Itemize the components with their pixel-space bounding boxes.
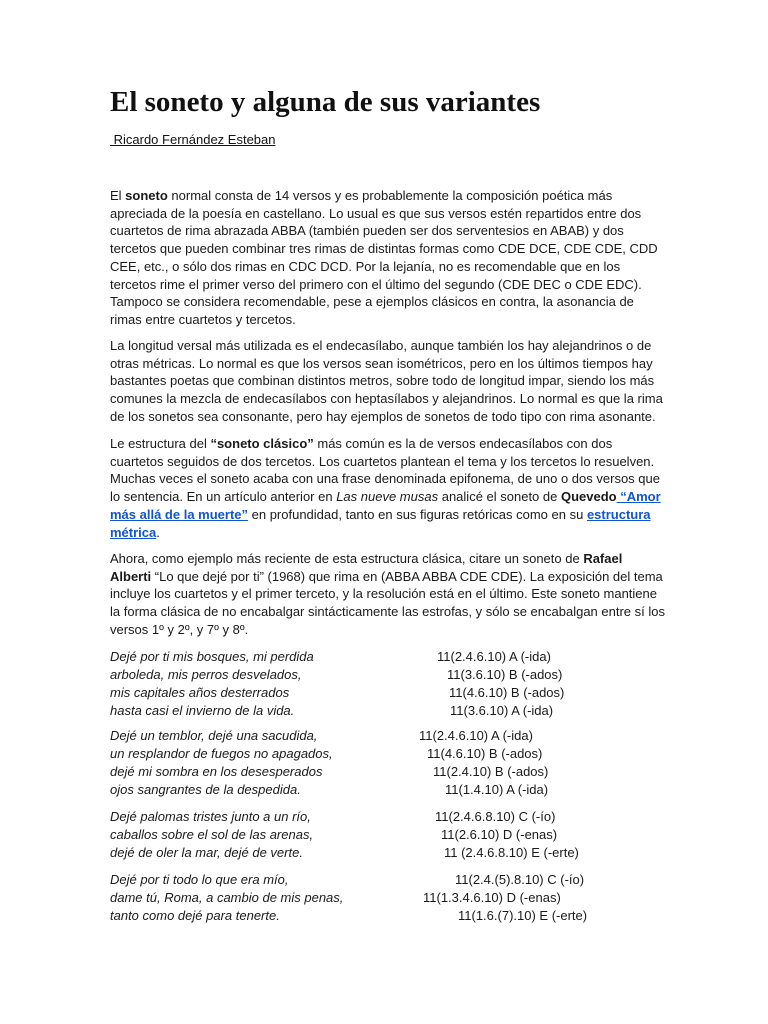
paragraph-structure (110, 435, 665, 541)
poem-stanza-3 (110, 808, 670, 862)
verse-text: Dejé por ti mis bosques, mi perdida (110, 649, 314, 664)
verse-text: hasta casi el invierno de la vida. (110, 702, 295, 718)
p4-text-1: Ahora, como ejemplo más reciente de esta estructura clásica, citare un soneto de (110, 551, 584, 566)
estructura-metrica-link[interactable]: estructura métrica (110, 506, 651, 540)
paragraph-metrics: La longitud versal más utilizada es el endecasílabo, aunque también los hay alejandrinos o de otras métricas. Lo normal es que los versos sean isométricos, pero en los últimos tiempos hay bastantes poetas que combinan distintos metros, sobre todo de longitud impar, siendo los más comunes la mezcla de endecasílabos con heptasílabos y alejandrinos. Lo normal es que la rima de los sonetos sea consonante, pero hay ejemplos de sonetos de todo tipo con rima asonante. (110, 338, 663, 424)
poem-line (110, 871, 670, 889)
verse-meter: 11(1.3.4.6.10) D (-enas) (423, 889, 561, 905)
p3-text-4: en profundidad, tanto en sus figuras retóricas como en su (248, 506, 587, 522)
verse-text: dame tú, Roma, a cambio de mis penas, (110, 889, 344, 905)
verse-text: arboleda, mis perros desvelados, (110, 666, 302, 682)
poem-line (110, 889, 670, 907)
paragraph-alberti (110, 550, 665, 639)
p1-text-2: normal consta de 14 versos y es probablemente la composición poética más apreciada de la poesía en castellano. Lo usual es que sus versos estén repartidos entre dos cuartetos de rima abrazada ABBA (también pueden ser dos serventesios en ABAB) y dos tercetos que pueden combinar tres rimas de distintas formas como CDE DCE, CDE CDE, CDD CEE, etc., o sólo dos rimas en CDC DCD. Por la lejanía, no es recomendable que en los tercetos rime el primer verso del primero con el último del segundo (CDE DEC o CDE EDC). Tampoco se considera recomendable, pese a ejemplos clásicos en contra, la asonancia de rimas entre cuartetos y tercetos. (110, 188, 658, 327)
poem-stanza-1 (110, 648, 670, 720)
verse-text: ojos sangrantes de la despedida. (110, 781, 301, 797)
poem-stanza-4 (110, 871, 670, 925)
p3-text-2: más común es la de versos endecasílabos con dos cuartetos seguidos de dos tercetos. Los cuartetos plantean el tema y los tercetos lo resuelven. Muchas veces el soneto acaba con una frase denominada epifonema, de uno o dos versos que lo sentencia. En un artículo anterior en (110, 436, 660, 505)
p3-text-5: . (156, 524, 160, 540)
poem-line (110, 781, 670, 799)
poem-line (110, 844, 670, 862)
paragraph-intro (110, 187, 665, 329)
verse-meter: 11(2.6.10) D (-enas) (441, 826, 558, 842)
verse-meter: 11(4.6.10) B (-ados) (449, 684, 565, 700)
verse-text: mis capitales años desterrados (110, 684, 290, 700)
verse-text: tanto como dejé para tenerte. (110, 907, 280, 923)
verse-meter: 11(4.6.10) B (-ados) (427, 745, 543, 761)
p3-text-1: Le estructura del (110, 436, 211, 451)
verse-meter: 11(2.4.6.10) A (-ida) (419, 728, 533, 743)
verse-meter: 11(3.6.10) A (-ida) (450, 702, 554, 718)
poem-line (110, 808, 670, 826)
verse-meter: 11(1.4.10) A (-ida) (445, 781, 549, 797)
verse-text: Dejé un temblor, dejé una sacudida, (110, 728, 318, 743)
poem-line (110, 727, 670, 745)
verse-text: dejé de oler la mar, dejé de verte. (110, 844, 303, 860)
poem-line (110, 648, 670, 666)
verse-meter: 11(1.6.(7).10) E (-erte) (458, 907, 588, 923)
p3-bold-quevedo: Quevedo (560, 489, 617, 505)
p1-text-1: El (110, 188, 126, 203)
article-title: El soneto y alguna de sus variantes (110, 86, 541, 118)
poem-line (110, 702, 670, 720)
p3-text-3: analicé el soneto de (438, 489, 561, 505)
p4-text-2: “Lo que dejé por ti” (1968) que rima en (ABBA ABBA CDE CDE). La exposición del tema incluye los cuartetos y el primer terceto, y la resolución está en el último. Este soneto mantiene la forma clásica de no encabalgar sintácticamente las estrofas, y sólo se encabalgan entre sí los versos 1º y 2º, y 7º y 8º. (110, 568, 665, 637)
poem-line (110, 745, 670, 763)
p1-bold-soneto: soneto (125, 188, 168, 203)
verse-text: Dejé por ti todo lo que era mío, (110, 872, 289, 887)
verse-text: dejé mi sombra en los desesperados (110, 763, 323, 779)
verse-text: Dejé palomas tristes junto a un río, (110, 809, 311, 824)
p3-italic-nueve-musas: Las nueve musas (336, 489, 439, 505)
poem-line (110, 666, 670, 684)
verse-meter: 11(2.4.10) B (-ados) (433, 763, 549, 779)
verse-meter: 11(2.4.6.10) A (-ida) (437, 649, 551, 664)
poem-line (110, 826, 670, 844)
poem-line (110, 684, 670, 702)
p3-bold-soneto-clasico: “soneto clásico” (210, 436, 314, 451)
verse-text: un resplandor de fuegos no apagados, (110, 745, 333, 761)
author-link[interactable]: Ricardo Fernández Esteban (110, 132, 276, 147)
verse-meter: 11(2.4.(5).8.10) C (-ío) (455, 872, 585, 887)
poem-line (110, 907, 670, 925)
verse-meter: 11(3.6.10) B (-ados) (447, 666, 563, 682)
verse-meter: 11 (2.4.6.8.10) E (-erte) (444, 844, 579, 860)
amor-link[interactable]: “Amor más allá de la muerte” (110, 489, 661, 522)
verse-meter: 11(2.4.6.8.10) C (-ío) (435, 809, 556, 824)
verse-text: caballos sobre el sol de las arenas, (110, 826, 314, 842)
poem-line (110, 763, 670, 781)
p4-bold-alberti: Rafael Alberti (110, 551, 623, 584)
poem-stanza-2 (110, 727, 670, 799)
